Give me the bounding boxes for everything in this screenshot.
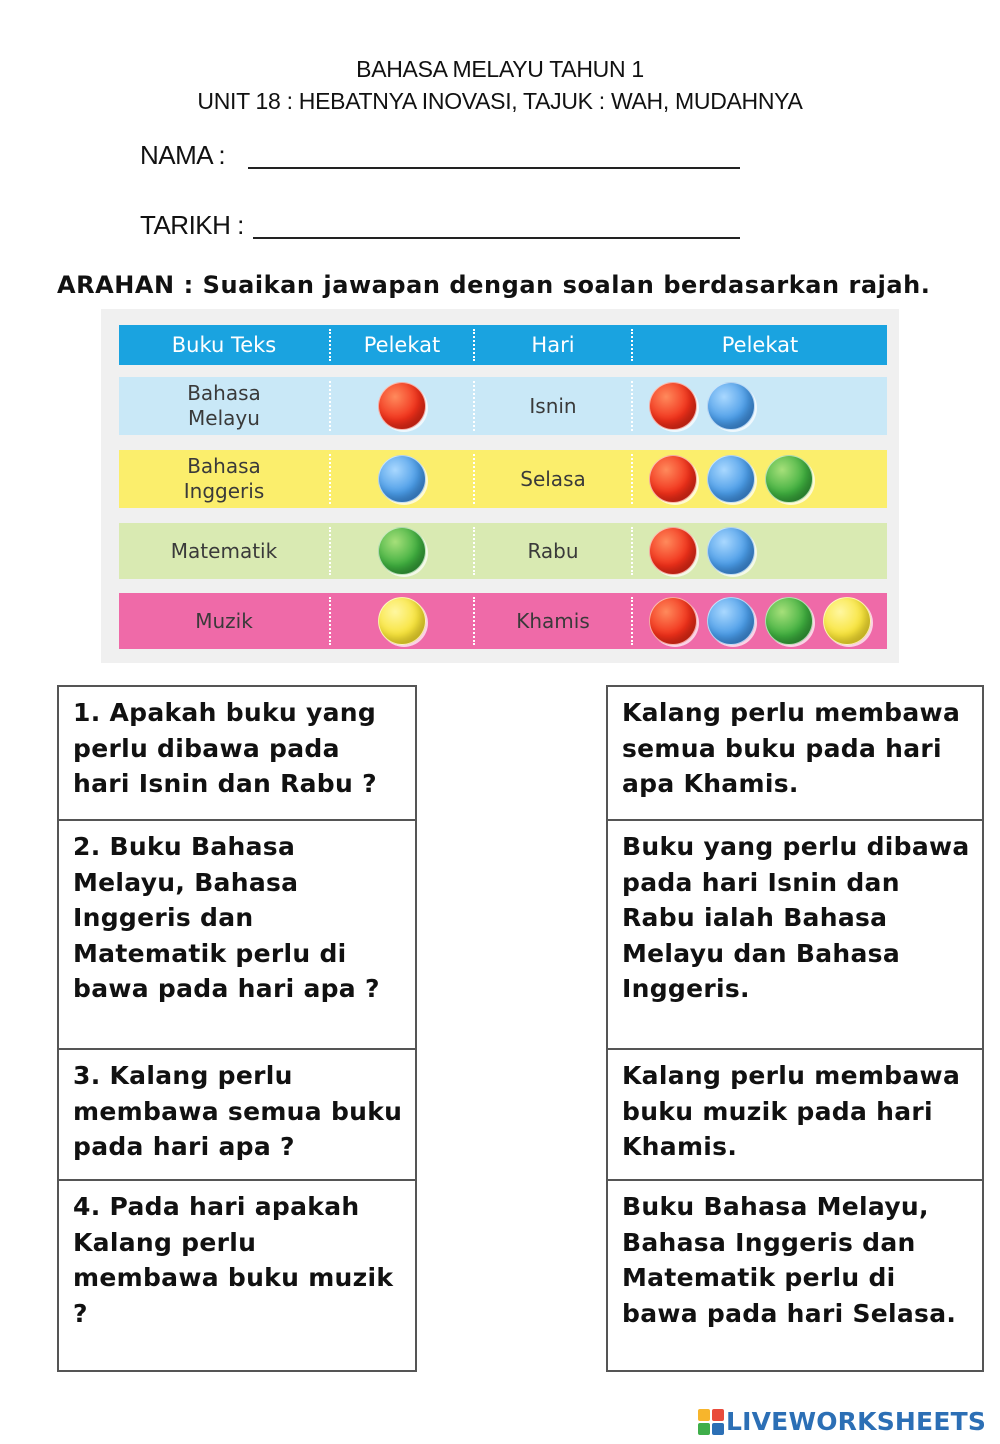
question-box <box>57 685 417 1372</box>
table-row <box>119 523 887 579</box>
liveworksheets-logo-icon <box>698 1409 724 1435</box>
green-sticker-icon <box>765 455 813 503</box>
day-stickers <box>633 450 887 508</box>
sticker-table <box>101 309 899 663</box>
liveworksheets-brand <box>698 1407 986 1436</box>
blue-sticker-icon <box>707 597 755 645</box>
green-sticker-icon <box>378 527 426 575</box>
yellow-sticker-icon <box>823 597 871 645</box>
red-sticker-icon <box>649 527 697 575</box>
day-name: Rabu <box>527 538 579 563</box>
tarikh-label: TARIKH : <box>140 210 244 240</box>
book-name: Matematik <box>170 538 278 563</box>
header-pelekat: Pelekat <box>363 332 441 357</box>
answer-4[interactable]: Buku Bahasa Melayu, Bahasa Inggeris dan Matematik perlu di bawa pada hari Selasa. <box>622 1192 957 1328</box>
brand-name: LIVEWORKSHEETS <box>726 1407 987 1436</box>
tarikh-field <box>140 210 244 241</box>
day-name: Khamis <box>516 608 590 633</box>
green-sticker-icon <box>765 597 813 645</box>
table-row <box>119 450 887 508</box>
book-name: Bahasa Melayu <box>187 381 261 430</box>
blue-sticker-icon <box>378 455 426 503</box>
blue-sticker-icon <box>707 382 755 430</box>
blue-sticker-icon <box>707 527 755 575</box>
answer-box <box>606 685 984 1372</box>
question-1[interactable]: 1. Apakah buku yang perlu dibawa pada hari Isnin dan Rabu ? <box>59 687 415 821</box>
day-stickers <box>633 523 887 579</box>
table-row <box>119 377 887 435</box>
day-name: Isnin <box>529 393 577 418</box>
answer-2[interactable]: Buku yang perlu dibawa pada hari Isnin dan Rabu ialah Bahasa Melayu dan Bahasa Inggeris. <box>608 821 982 1050</box>
red-sticker-icon <box>649 382 697 430</box>
red-sticker-icon <box>378 382 426 430</box>
book-sticker <box>331 450 473 508</box>
header-buku-teks: Buku Teks <box>171 332 277 357</box>
blue-sticker-icon <box>707 455 755 503</box>
day-name: Selasa <box>520 466 586 491</box>
table-row <box>119 593 887 649</box>
question-2[interactable]: 2. Buku Bahasa Melayu, Bahasa Inggeris dan Matematik perlu di bawa pada hari apa ? <box>59 821 415 1050</box>
book-name: Bahasa Inggeris <box>183 454 265 503</box>
book-name: Muzik <box>195 608 253 633</box>
red-sticker-icon <box>649 455 697 503</box>
book-sticker <box>331 377 473 435</box>
nama-label: NAMA : <box>140 140 226 170</box>
day-stickers <box>633 593 887 649</box>
answer-3[interactable]: Kalang perlu membawa buku muzik pada hari Khamis. <box>608 1050 982 1181</box>
yellow-sticker-icon <box>378 597 426 645</box>
book-sticker <box>331 523 473 579</box>
table-header <box>119 325 887 365</box>
header-hari: Hari <box>531 332 575 357</box>
question-4[interactable]: 4. Pada hari apakah Kalang perlu membawa buku muzik ? <box>73 1192 394 1328</box>
answer-1[interactable]: Kalang perlu membawa semua buku pada hari apa Khamis. <box>608 687 982 821</box>
tarikh-input-line[interactable] <box>253 237 740 239</box>
red-sticker-icon <box>649 597 697 645</box>
day-stickers <box>633 377 887 435</box>
worksheet-subtitle: UNIT 18 : HEBATNYA INOVASI, TAJUK : WAH, MUDAHNYA <box>197 88 803 114</box>
nama-input-line[interactable] <box>248 167 740 169</box>
book-sticker <box>331 593 473 649</box>
nama-field <box>140 140 225 171</box>
header-pelekat-hari: Pelekat <box>721 332 799 357</box>
instruction: ARAHAN : Suaikan jawapan dengan soalan berdasarkan rajah. <box>57 271 931 299</box>
worksheet-title: BAHASA MELAYU TAHUN 1 <box>356 56 644 82</box>
question-3[interactable]: 3. Kalang perlu membawa semua buku pada hari apa ? <box>59 1050 415 1181</box>
